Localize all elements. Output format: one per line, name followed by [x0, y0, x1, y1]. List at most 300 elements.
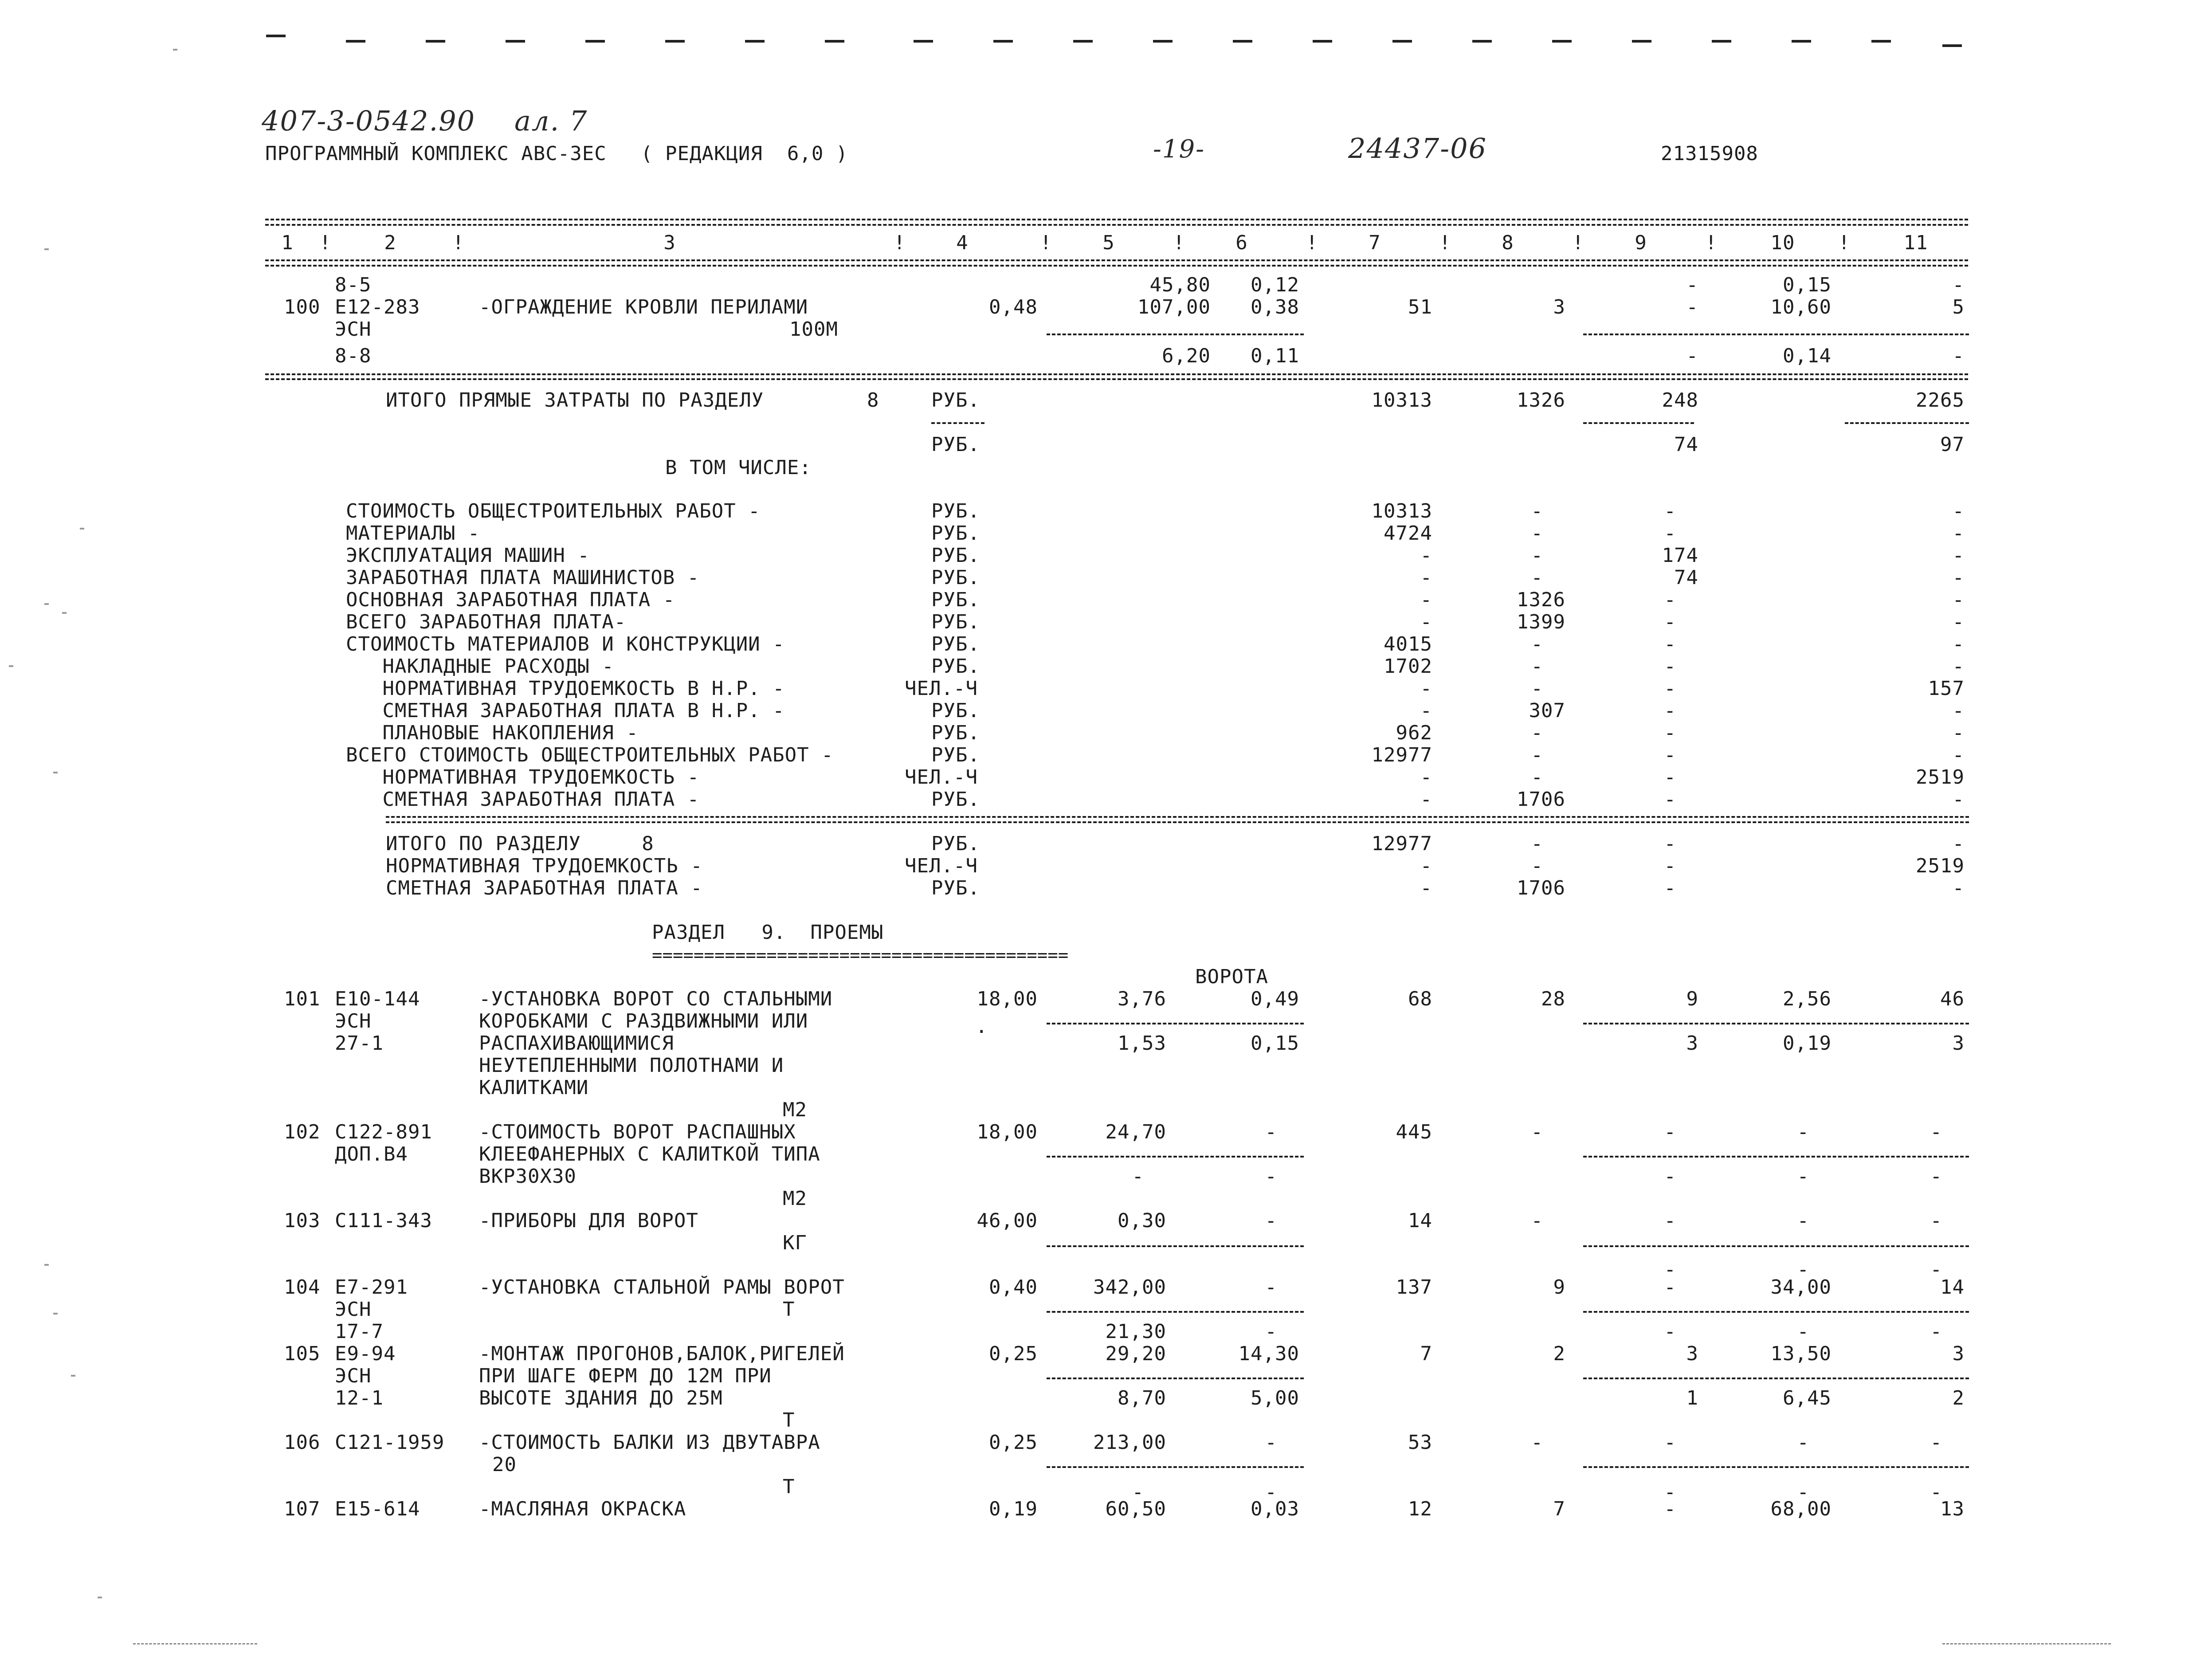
c11: - [1952, 500, 1965, 522]
c4: 0,48 [989, 296, 1038, 318]
c5: 8,70 [1118, 1387, 1166, 1409]
row-name: ВЫСОТЕ ЗДАНИЯ ДО 25М [479, 1387, 723, 1409]
stray-dot: . [976, 1015, 988, 1038]
unit: РУБ. [931, 832, 980, 855]
c9: - [1664, 744, 1676, 766]
row-name: -МОНТАЖ ПРОГОНОВ,БАЛОК,РИГЕЛЕЙ [479, 1342, 845, 1365]
unit: РУБ. [931, 589, 980, 611]
c5: 45,80 [1149, 274, 1211, 296]
c10: - [1797, 1320, 1809, 1343]
total-section: 8 [867, 389, 879, 412]
c4: 0,40 [989, 1276, 1038, 1299]
row-code: Е15-614 [335, 1498, 420, 1520]
unit: РУБ. [931, 877, 980, 899]
c9: 9 [1686, 988, 1698, 1010]
unit-label: Т [783, 1298, 795, 1321]
c9: - [1664, 1165, 1676, 1188]
including-heading: В ТОМ ЧИСЛЕ: [665, 456, 812, 479]
unit: РУБ. [931, 633, 980, 655]
section-total-rule-2 [386, 821, 1969, 823]
c8: 307 [1529, 699, 1565, 722]
row-number: 101 [284, 988, 321, 1010]
c8: - [1531, 500, 1543, 522]
col-sep: ! [894, 232, 906, 254]
row-number: 102 [284, 1121, 321, 1143]
c6: - [1265, 1320, 1277, 1343]
c8: 28 [1541, 988, 1565, 1010]
c11: - [1930, 1121, 1942, 1143]
c11: - [1952, 345, 1965, 367]
c10: 6,45 [1783, 1387, 1832, 1409]
c11: 97 [1940, 433, 1965, 456]
row-code: 12-1 [335, 1387, 384, 1409]
col-sep: ! [1306, 232, 1318, 254]
c8: 1326 [1517, 589, 1565, 611]
c8: - [1531, 766, 1543, 789]
c9: - [1664, 655, 1676, 678]
row-name: -УСТАНОВКА ВОРОТ СО СТАЛЬНЫМИ [479, 988, 833, 1010]
c11: - [1952, 274, 1965, 296]
subtotal-rule [1583, 1377, 1969, 1379]
c7: 962 [1396, 722, 1432, 744]
item-label: СМЕТНАЯ ЗАРАБОТНАЯ ПЛАТА - [346, 788, 700, 811]
c6: - [1265, 1431, 1277, 1454]
item-label: МАТЕРИАЛЫ - [346, 522, 480, 545]
row-name: -МАСЛЯНАЯ ОКРАСКА [479, 1498, 686, 1520]
c9: - [1664, 855, 1676, 877]
col-sep: ! [1572, 232, 1584, 254]
subtotal-rule [1583, 422, 1694, 424]
c7: 12977 [1371, 832, 1432, 855]
unit-label: М2 [783, 1187, 807, 1210]
c8: - [1531, 677, 1543, 700]
c10: - [1797, 1431, 1809, 1454]
subtotal-rule [1047, 1245, 1304, 1247]
c5: 342,00 [1093, 1276, 1166, 1299]
c9: - [1664, 699, 1676, 722]
c7: - [1420, 566, 1432, 589]
c9: - [1664, 500, 1676, 522]
c11: - [1952, 522, 1965, 545]
c9: - [1664, 589, 1676, 611]
row-code: Е10-144 [335, 988, 420, 1010]
col-sep: ! [1705, 232, 1718, 254]
c6: - [1265, 1121, 1277, 1143]
col-11: 11 [1903, 232, 1928, 254]
subtotal-rule [1583, 1023, 1969, 1024]
unit: РУБ. [931, 433, 980, 456]
c9: - [1664, 522, 1676, 545]
c8: - [1531, 544, 1543, 567]
item-label: ПЛАНОВЫЕ НАКОПЛЕНИЯ - [346, 722, 639, 744]
c4: 0,25 [989, 1431, 1038, 1454]
item-label: НАКЛАДНЫЕ РАСХОДЫ - [346, 655, 614, 678]
c7: 10313 [1371, 389, 1432, 412]
unit-label: М2 [783, 1099, 807, 1121]
subtotal-rule [1047, 1023, 1304, 1024]
unit: РУБ. [931, 389, 980, 412]
subtotal-rule [1583, 334, 1969, 335]
section-9-title: РАЗДЕЛ 9. ПРОЕМЫ [652, 921, 884, 944]
row-rule [265, 373, 1968, 375]
unit: РУБ. [931, 566, 980, 589]
unit: РУБ. [931, 522, 980, 545]
c11: - [1930, 1481, 1942, 1503]
c11: 3 [1952, 1342, 1965, 1365]
c10: - [1797, 1165, 1809, 1188]
c8: - [1531, 1209, 1543, 1232]
c5: 21,30 [1105, 1320, 1166, 1343]
col-4: 4 [956, 232, 969, 254]
unit: РУБ. [931, 500, 980, 522]
c11: - [1952, 699, 1965, 722]
c7: 7 [1420, 1342, 1432, 1365]
item-label: НОРМАТИВНАЯ ТРУДОЕМКОСТЬ - [346, 766, 700, 789]
c9: - [1664, 633, 1676, 655]
c11: - [1952, 832, 1965, 855]
row-name: 20 [492, 1453, 517, 1476]
c8: - [1531, 655, 1543, 678]
c5: - [1132, 1165, 1144, 1188]
unit-label: КГ [783, 1232, 807, 1254]
unit: РУБ. [931, 699, 980, 722]
c6: 0,03 [1251, 1498, 1299, 1520]
handwritten-registration: 24437-06 [1348, 132, 1487, 165]
row-name: РАСПАХИВАЮЩИМИСЯ [479, 1032, 674, 1055]
row-code: С121-1959 [335, 1431, 445, 1454]
c9: - [1664, 1209, 1676, 1232]
row-name: -ОГРАЖДЕНИЕ КРОВЛИ ПЕРИЛАМИ [479, 296, 808, 318]
subtotal-rule [1047, 1156, 1304, 1158]
c11: - [1952, 744, 1965, 766]
item-label: ИТОГО ПО РАЗДЕЛУ 8 [386, 832, 654, 855]
c9: - [1664, 1258, 1676, 1281]
handwritten-sheet: ал. 7 [514, 105, 588, 137]
item-label: ЗАРАБОТНАЯ ПЛАТА МАШИНИСТОВ - [346, 566, 700, 589]
c11: 2265 [1916, 389, 1965, 412]
row-code: Е9-94 [335, 1342, 396, 1365]
c11: - [1952, 788, 1965, 811]
row-code: С122-891 [335, 1121, 432, 1143]
c4: 0,25 [989, 1342, 1038, 1365]
row-code: Е7-291 [335, 1276, 408, 1299]
subtotal-rule [931, 422, 984, 424]
subtotal-rule [1047, 1377, 1304, 1379]
col-9: 9 [1635, 232, 1647, 254]
c11: - [1952, 611, 1965, 633]
c9: 74 [1674, 433, 1698, 456]
c10: 34,00 [1770, 1276, 1832, 1299]
c11: - [1952, 589, 1965, 611]
c11: 14 [1940, 1276, 1965, 1299]
col-sep: ! [1173, 232, 1185, 254]
c8: - [1531, 1431, 1543, 1454]
c6: 0,49 [1251, 988, 1299, 1010]
c10: 10,60 [1770, 296, 1832, 318]
c11: - [1930, 1431, 1942, 1454]
c6: 14,30 [1238, 1342, 1299, 1365]
c9: 74 [1674, 566, 1698, 589]
unit: РУБ. [931, 611, 980, 633]
subtotal-rule [1845, 422, 1969, 424]
c8: 1706 [1517, 877, 1565, 899]
bottom-edge-line-right [1942, 1643, 2111, 1644]
col-10: 10 [1770, 232, 1795, 254]
c7: - [1420, 544, 1432, 567]
subtotal-rule [1047, 1311, 1304, 1313]
row-name: КЛЕЕФАНЕРНЫХ С КАЛИТКОЙ ТИПА [479, 1143, 820, 1166]
row-code: Е12-283 [335, 296, 420, 318]
c11: - [1952, 633, 1965, 655]
row-number: 105 [284, 1342, 321, 1365]
c10: - [1797, 1481, 1809, 1503]
c9: - [1686, 345, 1698, 367]
unit-label: Т [783, 1476, 795, 1498]
col-6: 6 [1235, 232, 1248, 254]
c9: - [1664, 677, 1676, 700]
c9: 3 [1686, 1032, 1698, 1055]
row-name: -СТОИМОСТЬ БАЛКИ ИЗ ДВУТАВРА [479, 1431, 820, 1454]
c7: - [1420, 877, 1432, 899]
c8: - [1531, 855, 1543, 877]
c7: 10313 [1371, 500, 1432, 522]
col-8: 8 [1502, 232, 1514, 254]
c9: - [1664, 611, 1676, 633]
c7: 137 [1396, 1276, 1432, 1299]
row-name: -ПРИБОРЫ ДЛЯ ВОРОТ [479, 1209, 698, 1232]
c7: 1702 [1384, 655, 1432, 678]
row-code: 8-5 [335, 274, 372, 296]
c10: - [1797, 1121, 1809, 1143]
header-bottom-rule [265, 259, 1968, 261]
item-label: ЭКСПЛУАТАЦИЯ МАШИН - [346, 544, 590, 567]
row-name: НЕУТЕПЛЕННЫМИ ПОЛОТНАМИ И [479, 1054, 784, 1077]
c9: - [1664, 788, 1676, 811]
c7: - [1420, 855, 1432, 877]
row-name: КОРОБКАМИ С РАЗДВИЖНЫМИ ИЛИ [479, 1010, 808, 1032]
c9: 3 [1686, 1342, 1698, 1365]
row-code: ДОП.В4 [335, 1143, 408, 1166]
c5: 6,20 [1162, 345, 1211, 367]
unit-label: ВОРОТА [1195, 965, 1268, 988]
c6: - [1265, 1481, 1277, 1503]
c9: - [1664, 766, 1676, 789]
table-top-rule-2 [265, 224, 1968, 226]
c7: - [1420, 677, 1432, 700]
total-label: ИТОГО ПРЯМЫЕ ЗАТРАТЫ ПО РАЗДЕЛУ [386, 389, 764, 412]
document-code: 21315908 [1661, 142, 1758, 165]
col-sep: ! [1439, 232, 1451, 254]
item-label: СТОИМОСТЬ ОБЩЕСТРОИТЕЛЬНЫХ РАБОТ - [346, 500, 761, 522]
c5: - [1132, 1481, 1144, 1503]
row-code: ЭСН [335, 318, 372, 341]
c8: - [1531, 744, 1543, 766]
c7: - [1420, 788, 1432, 811]
row-code: С111-343 [335, 1209, 432, 1232]
row-number: 100 [284, 296, 321, 318]
c11: - [1952, 544, 1965, 567]
c7: 4015 [1384, 633, 1432, 655]
unit: РУБ. [931, 722, 980, 744]
c8: 3 [1553, 296, 1565, 318]
c5: 29,20 [1105, 1342, 1166, 1365]
c10: - [1797, 1258, 1809, 1281]
c9: 174 [1662, 544, 1698, 567]
c7: - [1420, 699, 1432, 722]
c7: 53 [1408, 1431, 1432, 1454]
row-name: -УСТАНОВКА СТАЛЬНОЙ РАМЫ ВОРОТ [479, 1276, 845, 1299]
unit: РУБ. [931, 655, 980, 678]
item-label: НОРМАТИВНАЯ ТРУДОЕМКОСТЬ В Н.Р. - [346, 677, 785, 700]
row-code: 27-1 [335, 1032, 384, 1055]
c10: - [1797, 1209, 1809, 1232]
c11: - [1930, 1320, 1942, 1343]
c11: - [1952, 722, 1965, 744]
item-label: НОРМАТИВНАЯ ТРУДОЕМКОСТЬ - [386, 855, 703, 877]
c7: 4724 [1384, 522, 1432, 545]
c11: - [1952, 877, 1965, 899]
c4: 0,19 [989, 1498, 1038, 1520]
c6: 5,00 [1251, 1387, 1299, 1409]
c9: 248 [1662, 389, 1698, 412]
c6: 0,12 [1251, 274, 1299, 296]
row-name: -СТОИМОСТЬ ВОРОТ РАСПАШНЫХ [479, 1121, 796, 1143]
c8: 1326 [1517, 389, 1565, 412]
c9: - [1664, 1320, 1676, 1343]
c8: - [1531, 1121, 1543, 1143]
subtotal-rule [1047, 1466, 1304, 1468]
c8: 1399 [1517, 611, 1565, 633]
c8: 1706 [1517, 788, 1565, 811]
c9: - [1664, 1276, 1676, 1299]
c11: - [1952, 566, 1965, 589]
c5: 60,50 [1105, 1498, 1166, 1520]
row-code: 8-8 [335, 345, 372, 367]
c10: 0,19 [1783, 1032, 1832, 1055]
c7: 12977 [1371, 744, 1432, 766]
c6: 0,38 [1251, 296, 1299, 318]
c8: 9 [1553, 1276, 1565, 1299]
col-7: 7 [1369, 232, 1381, 254]
c7: 445 [1396, 1121, 1432, 1143]
c6: - [1265, 1165, 1277, 1188]
c6: - [1265, 1276, 1277, 1299]
c11: 5 [1952, 296, 1965, 318]
row-number: 107 [284, 1498, 321, 1520]
c5: 24,70 [1105, 1121, 1166, 1143]
c11: - [1930, 1165, 1942, 1188]
unit: ЧЕЛ.-Ч [905, 855, 978, 877]
c10: 68,00 [1770, 1498, 1832, 1520]
c7: 12 [1408, 1498, 1432, 1520]
unit: ЧЕЛ.-Ч [905, 766, 978, 789]
c8: - [1531, 566, 1543, 589]
c5: 107,00 [1137, 296, 1211, 318]
c11: 3 [1952, 1032, 1965, 1055]
c10: 2,56 [1783, 988, 1832, 1010]
page-number: -19- [1153, 135, 1205, 164]
c6: 0,15 [1251, 1032, 1299, 1055]
c8: - [1531, 832, 1543, 855]
item-label: ОСНОВНАЯ ЗАРАБОТНАЯ ПЛАТА - [346, 589, 675, 611]
program-title: ПРОГРАММНЫЙ КОМПЛЕКС АВС-3ЕС [265, 142, 607, 165]
c11: 46 [1940, 988, 1965, 1010]
c7: - [1420, 766, 1432, 789]
c7: 68 [1408, 988, 1432, 1010]
c9: - [1664, 1481, 1676, 1503]
c9: 1 [1686, 1387, 1698, 1409]
subtotal-rule [1583, 1245, 1969, 1247]
col-5: 5 [1102, 232, 1115, 254]
c9: - [1664, 1431, 1676, 1454]
c11: - [1930, 1209, 1942, 1232]
unit: РУБ. [931, 788, 980, 811]
row-name: КАЛИТКАМИ [479, 1076, 589, 1099]
row-rule-2 [265, 378, 1968, 380]
c11: - [1930, 1258, 1942, 1281]
c9: - [1664, 722, 1676, 744]
c9: - [1664, 877, 1676, 899]
c9: - [1664, 1121, 1676, 1143]
c7: - [1420, 611, 1432, 633]
c5: 213,00 [1093, 1431, 1166, 1454]
subtotal-rule [1047, 334, 1304, 335]
row-number: 106 [284, 1431, 321, 1454]
row-number: 103 [284, 1209, 321, 1232]
header-bottom-rule-2 [265, 265, 1968, 267]
c4: 18,00 [977, 988, 1038, 1010]
c10: 0,15 [1783, 274, 1832, 296]
bottom-edge-line-left [133, 1643, 257, 1644]
section-9-underline: ======================================== [652, 946, 1069, 965]
item-label: СМЕТНАЯ ЗАРАБОТНАЯ ПЛАТА В Н.Р. - [346, 699, 785, 722]
row-code: ЭСН [335, 1298, 372, 1321]
col-sep: ! [1040, 232, 1052, 254]
row-code: ЭСН [335, 1365, 372, 1387]
c8: - [1531, 522, 1543, 545]
table-top-rule [265, 219, 1968, 220]
item-label: ВСЕГО ЗАРАБОТНАЯ ПЛАТА- [346, 611, 627, 633]
c11: - [1952, 655, 1965, 678]
c4: 46,00 [977, 1209, 1038, 1232]
c9: - [1686, 296, 1698, 318]
c5: 1,53 [1118, 1032, 1166, 1055]
c5: 0,30 [1118, 1209, 1166, 1232]
c7: - [1420, 589, 1432, 611]
c8: - [1531, 722, 1543, 744]
unit-label: Т [783, 1409, 795, 1432]
c4: 18,00 [977, 1121, 1038, 1143]
row-code: 17-7 [335, 1320, 384, 1343]
c10: 0,14 [1783, 345, 1832, 367]
row-name: ВКР30Х30 [479, 1165, 577, 1188]
unit: ЧЕЛ.-Ч [905, 677, 978, 700]
c11: 157 [1928, 677, 1965, 700]
c11: 2 [1952, 1387, 1965, 1409]
c11: 2519 [1916, 855, 1965, 877]
col-sep: ! [319, 232, 332, 254]
c6: - [1265, 1209, 1277, 1232]
subtotal-rule [1583, 1466, 1969, 1468]
unit: РУБ. [931, 544, 980, 567]
item-label: СМЕТНАЯ ЗАРАБОТНАЯ ПЛАТА - [386, 877, 703, 899]
c6: 0,11 [1251, 345, 1299, 367]
handwritten-doc-number: 407-3-0542.90 [262, 105, 476, 137]
c8: 7 [1553, 1498, 1565, 1520]
c10: 13,50 [1770, 1342, 1832, 1365]
item-label: ВСЕГО СТОИМОСТЬ ОБЩЕСТРОИТЕЛЬНЫХ РАБОТ - [346, 744, 834, 766]
col-3: 3 [663, 232, 676, 254]
